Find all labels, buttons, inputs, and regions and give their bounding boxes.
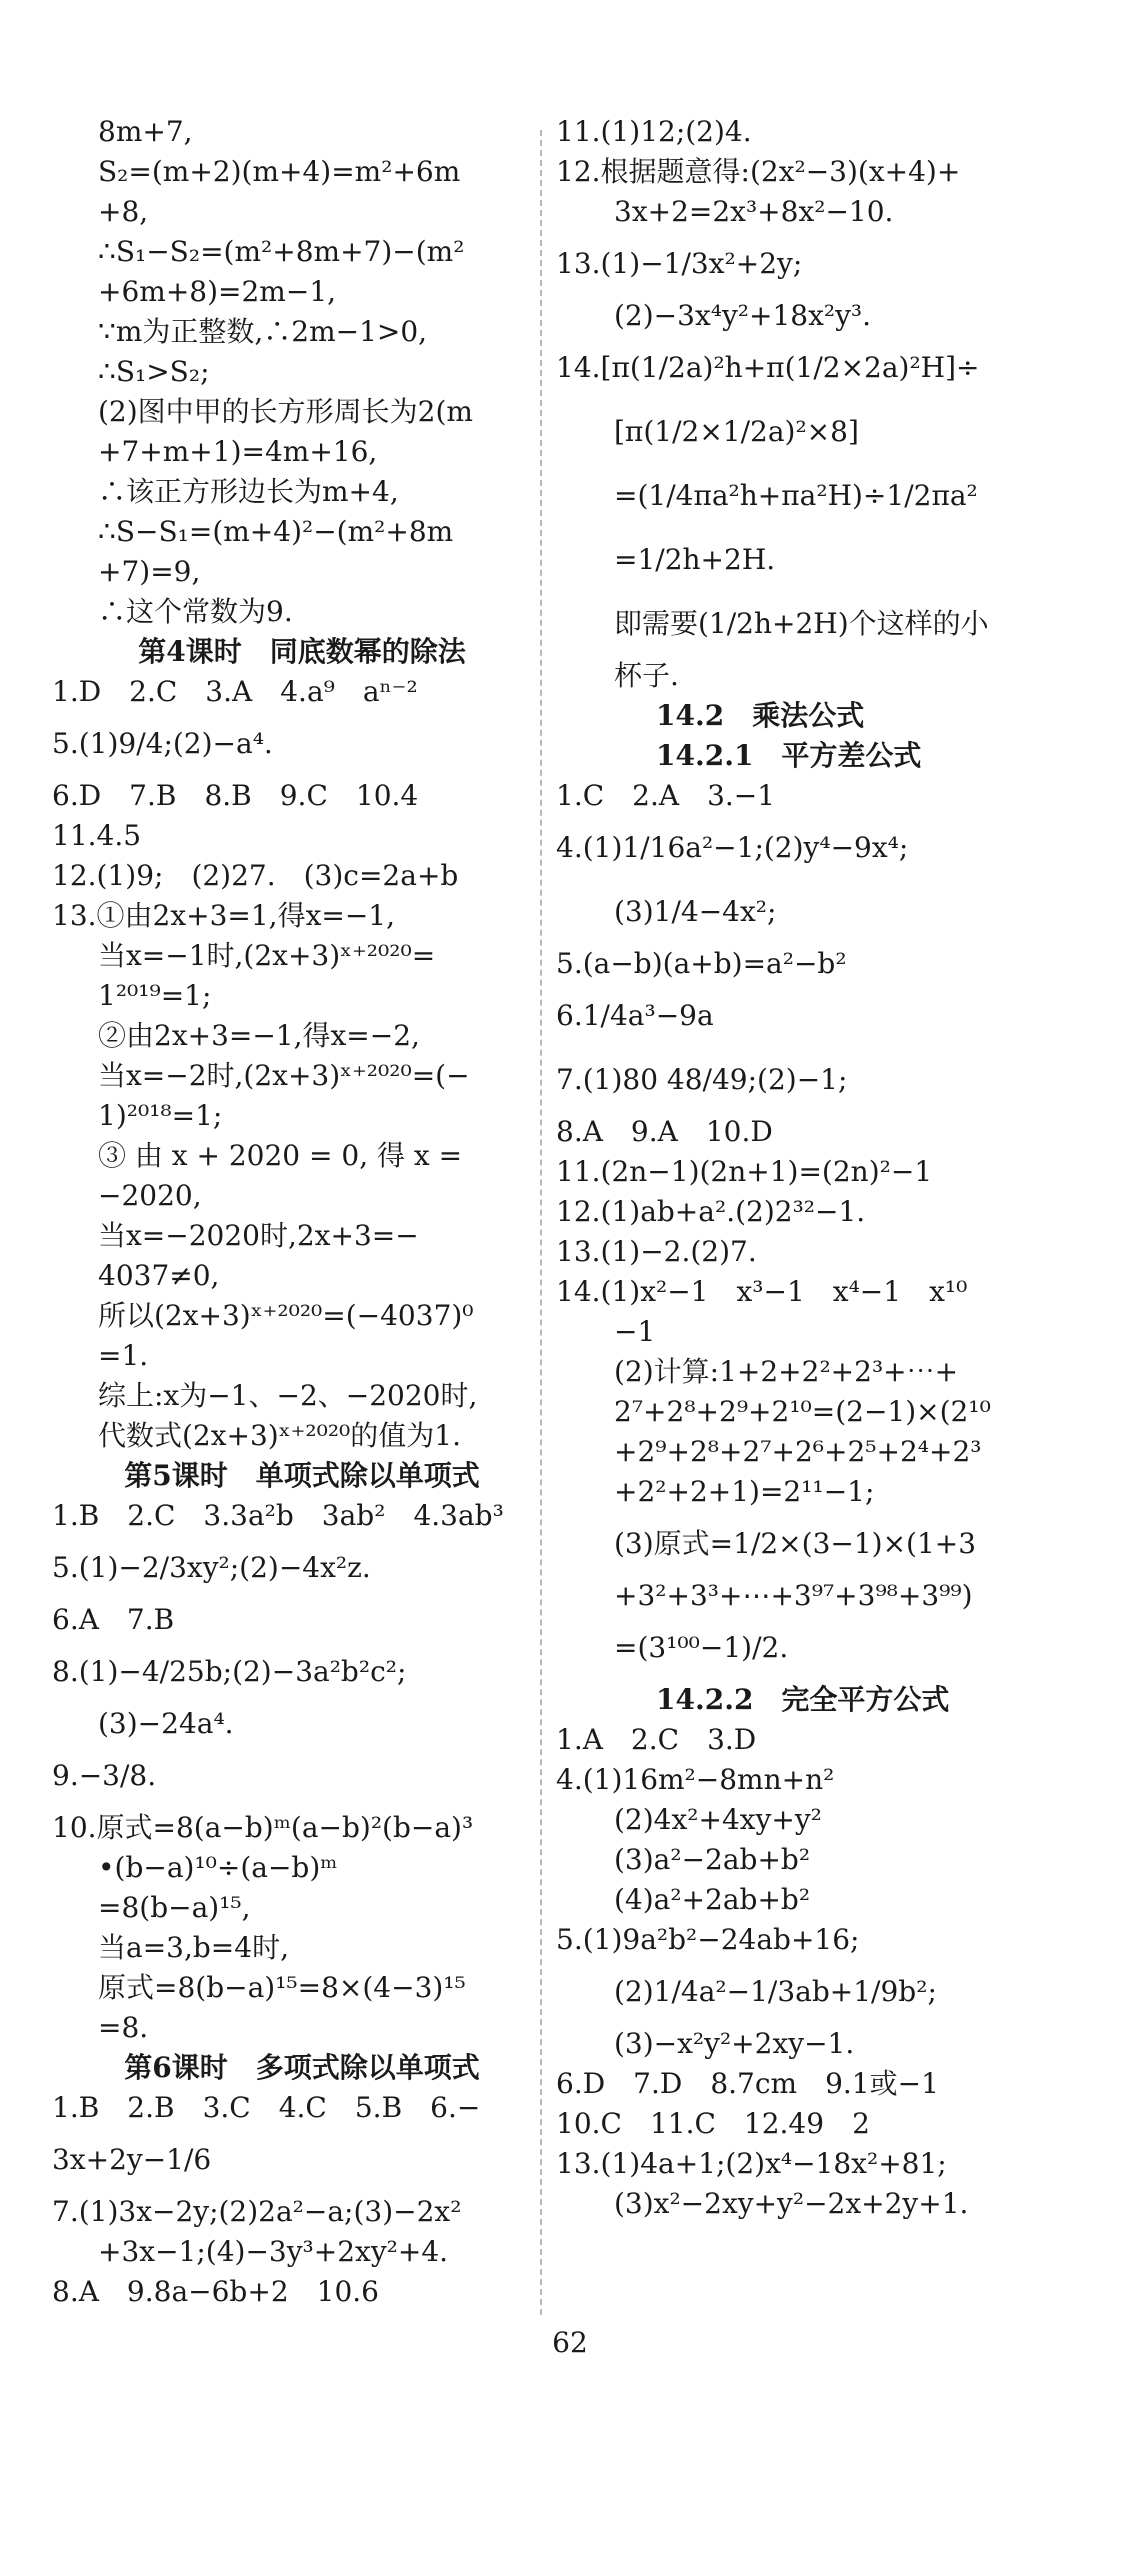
- answer-line: +2²+2+1)=2¹¹−1;: [614, 1475, 875, 1508]
- answer-line: =1.: [98, 1339, 149, 1372]
- answer-line: 所以(2x+3)ˣ⁺²⁰²⁰=(−4037)⁰: [98, 1299, 474, 1332]
- answer-line: (2)计算:1+2+2²+2³+⋯+: [614, 1355, 959, 1388]
- answer-line: 8.A 9.A 10.D: [556, 1115, 773, 1148]
- answer-line: 10.原式=8(a−b)ᵐ(a−b)²(b−a)³: [52, 1811, 474, 1844]
- answer-line: 1.B 2.B 3.C 4.C 5.B 6.−: [52, 2091, 481, 2124]
- answer-line: 13.(1)4a+1;(2)x⁴−18x²+81;: [556, 2147, 947, 2180]
- section-heading: 14.2.2 完全平方公式: [656, 1683, 950, 1716]
- answer-line: −1: [614, 1315, 656, 1348]
- answer-line: 当a=3,b=4时,: [98, 1931, 289, 1964]
- left-answer-column: [52, 112, 552, 2312]
- answer-line: 6.1/4a³−9a: [556, 999, 714, 1032]
- answer-line: =8(b−a)¹⁵,: [98, 1891, 251, 1924]
- answer-line: 12.(1)9; (2)27. (3)c=2a+b: [52, 859, 459, 892]
- page-number: 62: [552, 2326, 588, 2359]
- answer-line: (3)a²−2ab+b²: [614, 1843, 811, 1876]
- answer-line: 8m+7,: [98, 115, 193, 148]
- answer-line: 5.(1)9a²b²−24ab+16;: [556, 1923, 860, 1956]
- answer-line: 原式=8(b−a)¹⁵=8×(4−3)¹⁵: [98, 1971, 466, 2004]
- answer-line: ∴S₁−S₂=(m²+8m+7)−(m²: [98, 235, 465, 268]
- answer-line: 5.(1)−2/3xy²;(2)−4x²z.: [52, 1551, 371, 1584]
- answer-line: 14.(1)x²−1 x³−1 x⁴−1 x¹⁰: [556, 1275, 968, 1308]
- answer-line: 1²⁰¹⁹=1;: [98, 979, 212, 1012]
- answer-line: +6m+8)=2m−1,: [98, 275, 337, 308]
- answer-line: (3)−24a⁴.: [98, 1707, 234, 1740]
- answer-line: 5.(1)9/4;(2)−a⁴.: [52, 727, 273, 760]
- answer-line: 5.(a−b)(a+b)=a²−b²: [556, 947, 847, 980]
- answer-line: 代数式(2x+3)ˣ⁺²⁰²⁰的值为1.: [98, 1419, 461, 1452]
- answer-line: 8.(1)−4/25b;(2)−3a²b²c²;: [52, 1655, 407, 1688]
- section-heading: 14.2.1 平方差公式: [656, 739, 922, 772]
- answer-line: +8,: [98, 195, 149, 228]
- answer-line: =(3¹⁰⁰−1)/2.: [614, 1631, 789, 1664]
- section-heading: 第4课时 同底数幂的除法: [138, 635, 466, 668]
- answer-line: ②由2x+3=−1,得x=−2,: [98, 1019, 420, 1052]
- answer-line: (4)a²+2ab+b²: [614, 1883, 811, 1916]
- answer-line: 2⁷+2⁸+2⁹+2¹⁰=(2−1)×(2¹⁰: [614, 1395, 991, 1428]
- answer-line: 9.−3/8.: [52, 1759, 157, 1792]
- answer-line: ③ 由 x + 2020 = 0, 得 x =: [98, 1139, 463, 1172]
- answer-line: 14.[π(1/2a)²h+π(1/2×2a)²H]÷: [556, 351, 980, 384]
- answer-line: 即需要(1/2h+2H)个这样的小: [614, 607, 989, 640]
- answer-line: 当x=−1时,(2x+3)ˣ⁺²⁰²⁰=: [98, 939, 436, 972]
- answer-line: 6.D 7.D 8.7cm 9.1或−1: [556, 2067, 939, 2100]
- answer-line: (2)图中甲的长方形周长为2(m: [98, 395, 473, 428]
- answer-line: •(b−a)¹⁰÷(a−b)ᵐ: [98, 1851, 338, 1884]
- answer-line: 8.A 9.8a−6b+2 10.6: [52, 2275, 379, 2308]
- answer-line: (3)原式=1/2×(3−1)×(1+3: [614, 1527, 977, 1560]
- answer-line: 6.D 7.B 8.B 9.C 10.4: [52, 779, 419, 812]
- answer-line: 4.(1)16m²−8mn+n²: [556, 1763, 835, 1796]
- column-divider: [540, 130, 542, 2315]
- answer-line: 1.D 2.C 3.A 4.a⁹ aⁿ⁻²: [52, 675, 418, 708]
- answer-line: (3)1/4−4x²;: [614, 895, 777, 928]
- section-heading: 第6课时 多项式除以单项式: [124, 2051, 480, 2084]
- answer-line: 综上:x为−1、−2、−2020时,: [98, 1379, 478, 1412]
- right-answer-column: [556, 112, 1056, 2224]
- section-heading: 第5课时 单项式除以单项式: [124, 1459, 480, 1492]
- answer-line: (3)x²−2xy+y²−2x+2y+1.: [614, 2187, 969, 2220]
- answer-line: ∵m为正整数,∴2m−1>0,: [98, 315, 428, 348]
- answer-line: +7+m+1)=4m+16,: [98, 435, 378, 468]
- answer-line: +3x−1;(4)−3y³+2xy²+4.: [98, 2235, 449, 2268]
- answer-line: −2020,: [98, 1179, 202, 1212]
- answer-line: 1.C 2.A 3.−1: [556, 779, 776, 812]
- answer-line: (2)4x²+4xy+y²: [614, 1803, 822, 1836]
- answer-line: 当x=−2020时,2x+3=−: [98, 1219, 419, 1252]
- answer-line: =1/2h+2H.: [614, 543, 776, 576]
- answer-line: 11.4.5: [52, 819, 142, 852]
- answer-line: 7.(1)3x−2y;(2)2a²−a;(3)−2x²: [52, 2195, 462, 2228]
- answer-line: 11.(2n−1)(2n+1)=(2n)²−1: [556, 1155, 933, 1188]
- answer-line: ∴S₁>S₂;: [98, 355, 210, 388]
- answer-line: 3x+2=2x³+8x²−10.: [614, 195, 894, 228]
- answer-line: ∴这个常数为9.: [98, 595, 293, 628]
- answer-line: 1.A 2.C 3.D: [556, 1723, 757, 1756]
- answer-line: ∴S−S₁=(m+4)²−(m²+8m: [98, 515, 454, 548]
- answer-line: +7)=9,: [98, 555, 201, 588]
- answer-line: 13.①由2x+3=1,得x=−1,: [52, 899, 396, 932]
- answer-line: S₂=(m+2)(m+4)=m²+6m: [98, 155, 461, 188]
- answer-line: (3)−x²y²+2xy−1.: [614, 2027, 855, 2060]
- answer-line: 6.A 7.B: [52, 1603, 175, 1636]
- answer-line: [π(1/2×1/2a)²×8]: [614, 415, 859, 448]
- answer-line: 13.(1)−1/3x²+2y;: [556, 247, 803, 280]
- answer-line: 13.(1)−2.(2)7.: [556, 1235, 757, 1268]
- answer-line: (2)1/4a²−1/3ab+1/9b²;: [614, 1975, 937, 2008]
- answer-line: (2)−3x⁴y²+18x²y³.: [614, 299, 872, 332]
- answer-line: =8.: [98, 2011, 149, 2044]
- answer-line: 7.(1)80 48/49;(2)−1;: [556, 1063, 848, 1096]
- answer-line: 3x+2y−1/6: [52, 2143, 212, 2176]
- answer-line: 1)²⁰¹⁸=1;: [98, 1099, 223, 1132]
- answer-line: 当x=−2时,(2x+3)ˣ⁺²⁰²⁰=(−: [98, 1059, 470, 1092]
- answer-line: 4.(1)1/16a²−1;(2)y⁴−9x⁴;: [556, 831, 909, 864]
- answer-line: +3²+3³+⋯+3⁹⁷+3⁹⁸+3⁹⁹): [614, 1579, 973, 1612]
- answer-line: 杯子.: [614, 659, 679, 692]
- answer-line: 10.C 11.C 12.49 2: [556, 2107, 870, 2140]
- answer-line: 4037≠0,: [98, 1259, 220, 1292]
- answer-line: 1.B 2.C 3.3a²b 3ab² 4.3ab³: [52, 1499, 504, 1532]
- answer-line: 11.(1)12;(2)4.: [556, 115, 752, 148]
- answer-line: =(1/4πa²h+πa²H)÷1/2πa²: [614, 479, 978, 512]
- answer-line: +2⁹+2⁸+2⁷+2⁶+2⁵+2⁴+2³: [614, 1435, 982, 1468]
- section-heading: 14.2 乘法公式: [656, 699, 865, 732]
- answer-line: ∴该正方形边长为m+4,: [98, 475, 399, 508]
- answer-line: 12.(1)ab+a².(2)2³²−1.: [556, 1195, 866, 1228]
- answer-line: 12.根据题意得:(2x²−3)(x+4)+: [556, 155, 961, 188]
